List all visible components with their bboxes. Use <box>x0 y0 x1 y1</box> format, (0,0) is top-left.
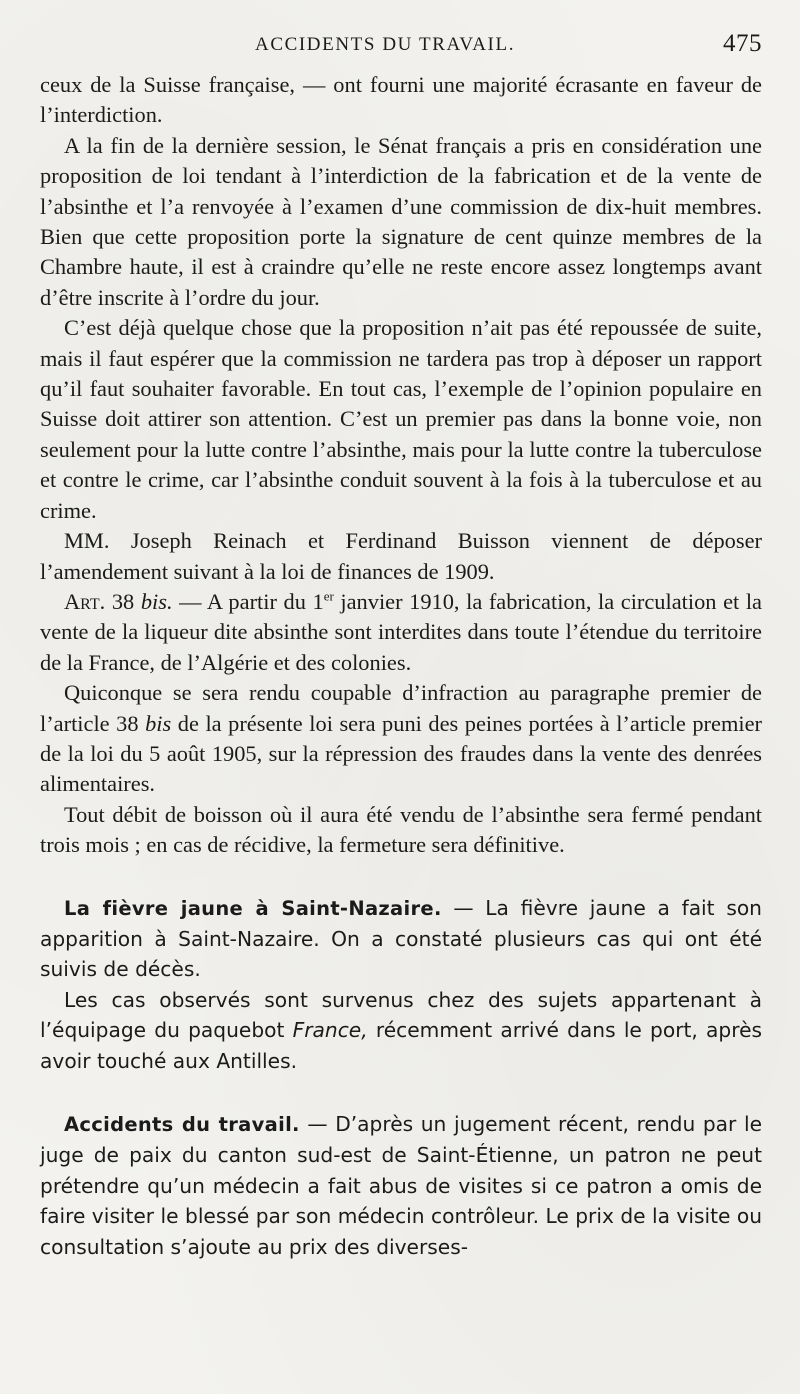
paragraph-interdiction-vote: ceux de la Suisse française, — ont fourni une majorité écrasante en faveur de l’interdiction. <box>40 72 762 128</box>
paragraph-commission-hope: C’est déjà quelque chose que la proposition n’ait pas été repoussée de suite, mais il faut espérer que la commission ne tardera pas trop à déposer un rapport qu’il faut souhaiter favorable. En tout cas, l’exemple de l’opinion populaire en Suisse doit attirer son attention. C’est un premier pas dans la bonne voie, non seulement pour la lutte contre l’absinthe, mais pour la lutte contre la tuberculose et contre le crime, car l’absinthe conduit souvent à la fois à la tuberculose et au crime. <box>40 315 762 523</box>
cases-text-start: Les cas observés sont survenus chez des sujets appartenant à l’équipage du paquebot <box>40 987 762 1043</box>
work-accidents-text: — D’après un jugement récent, rendu par le juge de paix du canton sud-est de Saint-Étienne, un patron ne peut prétendre qu’un médecin a fait abus de visites si ce patron a omis de faire visiter le blessé par son médecin contrôleur. Le prix de la visite ou consultation s’ajoute au prix des diverses- <box>40 1112 762 1259</box>
article-text-start: — A partir du 1 <box>179 588 324 614</box>
article-text-rest: janvier 1910, la fabrication, la circulation et la vente de la liqueur dite absinthe sont interdites dans toute l’étendue du territoire de la France, de l’Algérie et des colonies. <box>40 588 762 675</box>
paragraph-closure: Tout débit de boisson où il aura été vendu de l’absinthe sera fermé pendant trois mois ; en cas de récidive, la fermeture sera définitive. <box>40 801 762 858</box>
paragraph-work-accidents <box>40 1109 762 1262</box>
page-text <box>40 70 762 1262</box>
section-heading-yellow-fever: La fièvre jaune à Saint-Nazaire. <box>64 896 442 920</box>
yellow-fever-text: — La fièvre jaune a fait son apparition à Saint-Nazaire. On a constaté plusieurs cas qui ont été suivis de décès. <box>40 895 762 982</box>
paragraph-article-38 <box>40 587 762 678</box>
article-bis: bis. <box>140 588 173 614</box>
paragraph-amendment-intro: MM. Joseph Reinach et Ferdinand Buisson viennent de déposer l’amendement suivant à la loi de finances de 1909. <box>40 528 762 584</box>
ordinal-suffix: er <box>323 588 334 604</box>
paragraph-yellow-fever-cases <box>40 985 762 1076</box>
penalties-bis: bis <box>145 710 172 736</box>
running-title: ACCIDENTS DU TRAVAIL. <box>255 34 516 55</box>
section-heading-work-accidents: Accidents du travail. <box>64 1113 300 1136</box>
paragraph-senate-proposal: A la fin de la dernière session, le Sénat français a pris en considération une proposition de loi tendant à l’interdiction de la fabrication et de la vente de l’absinthe et l’a renvoyée à l’examen d’une commission de dix-huit membres. Bien que cette proposition porte la signature de cent quinze membres de la Chambre haute, il est à craindre qu’elle ne reste encore assez longtemps avant d’être inscrite à l’ordre du jour. <box>40 132 762 310</box>
ship-name: France, <box>292 1018 368 1043</box>
paragraph-penalties <box>40 678 762 800</box>
running-head <box>40 30 762 64</box>
penalties-text-rest: de la présente loi sera puni des peines portées à l’article premier de la loi du 5 août 1905, sur la répression des fraudes dans la vente des denrées alimentaires. <box>40 710 762 797</box>
page-number: 475 <box>723 30 762 57</box>
article-label: Art. <box>64 588 106 614</box>
article-number: 38 <box>111 588 135 614</box>
penalties-text-start: Quiconque se sera rendu coupable d’infraction au paragraphe premier de l’article 38 <box>40 680 762 736</box>
paragraph-yellow-fever <box>40 893 762 985</box>
cases-text-rest: récemment arrivé dans le port, après avoir touché aux Antilles. <box>40 1018 763 1073</box>
